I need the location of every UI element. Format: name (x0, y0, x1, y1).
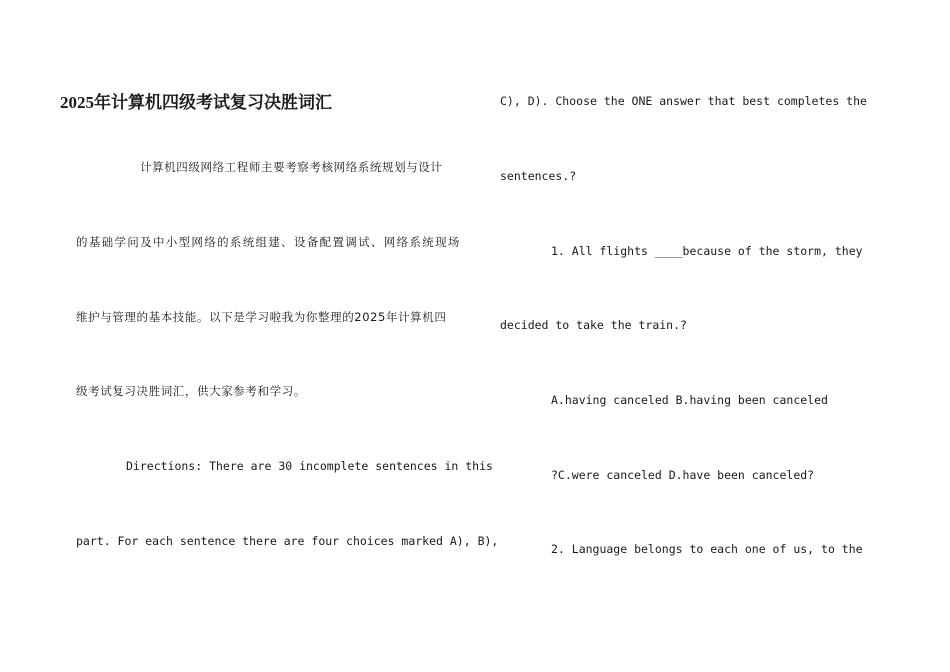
left-paragraph-line-2: 的基础学问及中小型网络的系统组建、设备配置调试、网络系统现场 (76, 235, 460, 249)
question-1-line-2: decided to take the train.? (500, 318, 687, 332)
directions-line-4: sentences.? (500, 169, 577, 183)
directions-line-2: part. For each sentence there are four choices marked A), B), (76, 534, 499, 548)
question-1-line-1: 1. All flights ____because of the storm, they (551, 244, 863, 258)
left-paragraph-line-3: 维护与管理的基本技能。以下是学习啦我为你整理的2025年计算机四 (76, 310, 447, 324)
document-title: 2025年计算机四级考试复习决胜词汇 (60, 93, 332, 112)
question-1-options-ab: A.having canceled B.having been canceled (551, 393, 828, 407)
question-2-line-1: 2. Language belongs to each one of us, to the (551, 542, 863, 556)
left-paragraph-line-1: 计算机四级网络工程师主要考察考核网络系统规划与设计 (140, 160, 443, 174)
left-paragraph-line-4: 级考试复习决胜词汇，供大家参考和学习。 (76, 384, 306, 398)
directions-line-1: Directions: There are 30 incomplete sentences in this (126, 459, 493, 473)
question-1-options-cd: ?C.were canceled D.have been canceled? (551, 468, 815, 482)
directions-line-3: C), D). Choose the ONE answer that best completes the (500, 94, 867, 108)
